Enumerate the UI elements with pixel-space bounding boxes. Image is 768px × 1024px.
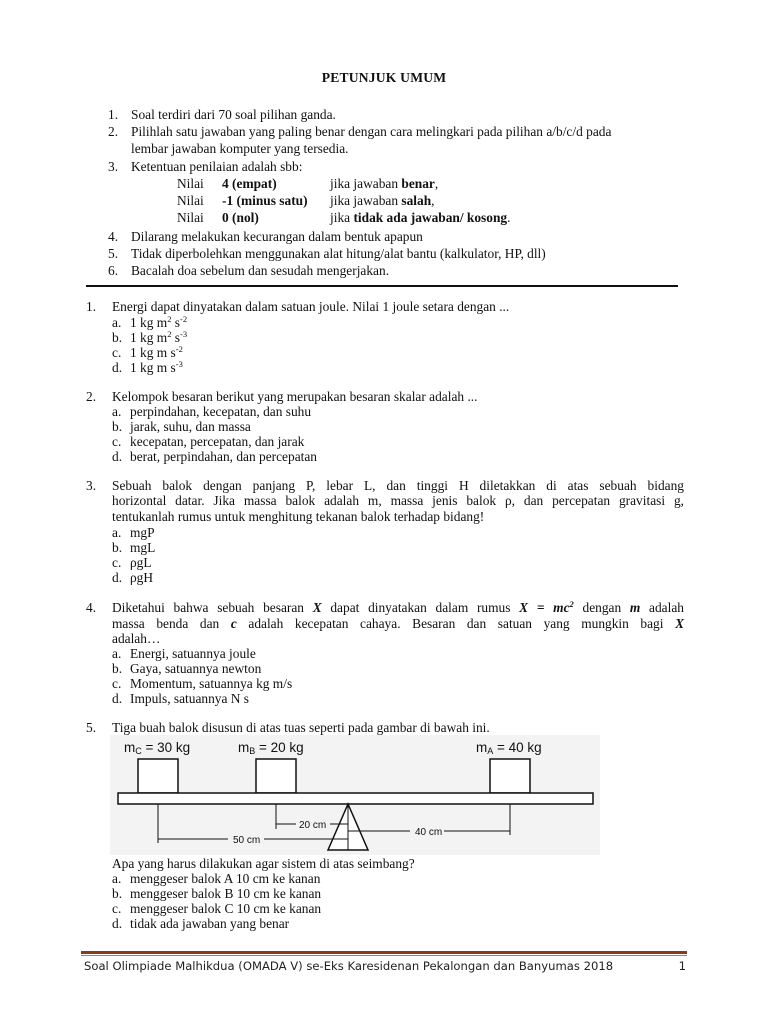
option-letter[interactable]: a.: [112, 646, 122, 661]
option-text[interactable]: jarak, suhu, dan massa: [130, 419, 251, 434]
instruction-text: Pilihlah satu jawaban yang paling benar dengan cara melingkari pada pilihan a/b/c/d pada: [131, 124, 612, 139]
option-letter[interactable]: c.: [112, 555, 122, 570]
option-text[interactable]: 1 kg m $s^{-3}$: [130, 359, 183, 375]
lever-diagram: [110, 735, 600, 855]
lever-beam: [118, 793, 593, 804]
option-letter[interactable]: d.: [112, 360, 123, 375]
option-letter[interactable]: c.: [112, 676, 122, 691]
option-letter[interactable]: c.: [112, 345, 122, 360]
question-number: 5.: [86, 720, 97, 735]
mass-a-label: mA = 40 kg: [476, 740, 542, 756]
option-text[interactable]: perpindahan, kecepatan, dan suhu: [130, 404, 312, 419]
option-text[interactable]: tidak ada jawaban yang benar: [130, 916, 290, 931]
question-text: Energi dapat dinyatakan dalam satuan joule. Nilai 1 joule setara dengan ...: [112, 299, 510, 314]
option-text[interactable]: ρgH: [130, 570, 154, 585]
option-letter[interactable]: a.: [112, 871, 122, 886]
question-text: Diketahui bahwa sebuah besaran X dapat dinyatakan dalam rumus $X = mc^2$ dengan m adalah: [112, 599, 684, 615]
block-a: [490, 759, 530, 793]
question-text: Kelompok besaran berikut yang merupakan besaran skalar adalah ...: [112, 389, 478, 404]
instruction-text: Ketentuan penilaian adalah sbb:: [131, 159, 303, 174]
score-value: -1 (minus satu): [222, 193, 308, 208]
block-b: [256, 759, 296, 793]
option-letter[interactable]: a.: [112, 315, 122, 330]
instruction-text-cont: lembar jawaban komputer yang tersedia.: [131, 141, 349, 156]
dim-40-label: 40 cm: [415, 827, 443, 838]
instruction-text: Dilarang melakukan kecurangan dalam bentuk apapun: [131, 229, 423, 244]
instruction-number: 2.: [108, 124, 119, 139]
page-title: PETUNJUK UMUM: [321, 70, 447, 85]
option-letter[interactable]: d.: [112, 570, 123, 585]
option-text[interactable]: mgL: [130, 540, 156, 555]
dim-20-label: 20 cm: [299, 820, 327, 831]
score-value: 4 (empat): [222, 176, 277, 191]
question-number: 3.: [86, 478, 97, 493]
page-number: 1: [678, 959, 686, 973]
option-letter[interactable]: b.: [112, 540, 123, 555]
option-text[interactable]: kecepatan, percepatan, dan jarak: [130, 434, 305, 449]
option-text[interactable]: Energi, satuannya joule: [130, 646, 256, 661]
instruction-number: 4.: [108, 229, 119, 244]
option-text[interactable]: ρgL: [130, 555, 152, 570]
option-text[interactable]: 1 kg $m^2$ $s^{-2}$: [130, 314, 188, 330]
option-letter[interactable]: d.: [112, 449, 123, 464]
mass-c-label: mC = 30 kg: [124, 740, 191, 756]
instruction-text: Soal terdiri dari 70 soal pilihan ganda.: [131, 107, 336, 122]
option-text[interactable]: menggeser balok A 10 cm ke kanan: [130, 871, 321, 886]
block-c: [138, 759, 178, 793]
option-letter[interactable]: a.: [112, 525, 122, 540]
option-text[interactable]: menggeser balok B 10 cm ke kanan: [130, 886, 322, 901]
option-text[interactable]: mgP: [130, 525, 155, 540]
footer-rule-thick: [81, 951, 687, 954]
option-text[interactable]: Impuls, satuannya N s: [130, 691, 250, 706]
score-label: Nilai: [177, 210, 204, 225]
instruction-number: 3.: [108, 159, 119, 174]
instruction-text: Tidak diperbolehkan menggunakan alat hitung/alat bantu (kalkulator, HP, dll): [131, 246, 546, 261]
option-letter[interactable]: b.: [112, 330, 123, 345]
instruction-text: Bacalah doa sebelum dan sesudah mengerjakan.: [131, 263, 390, 278]
page-footer: [84, 959, 686, 973]
dim-50-label: 50 cm: [233, 835, 261, 846]
question-text-cont: Apa yang harus dilakukan agar sistem di atas seimbang?: [112, 856, 415, 871]
option-letter[interactable]: c.: [112, 901, 122, 916]
option-letter[interactable]: d.: [112, 916, 123, 931]
option-text[interactable]: Momentum, satuannya kg m/s: [130, 676, 293, 691]
option-letter[interactable]: b.: [112, 886, 123, 901]
option-text[interactable]: Gaya, satuannya newton: [130, 661, 262, 676]
question-text-cont: tentukanlah rumus untuk menghitung tekanan balok terhadap bidang!: [112, 509, 485, 524]
option-text[interactable]: berat, perpindahan, dan percepatan: [130, 449, 317, 464]
option-letter[interactable]: c.: [112, 434, 122, 449]
question-number: 1.: [86, 299, 97, 314]
option-letter[interactable]: b.: [112, 661, 123, 676]
footer-rule-thin: [81, 955, 687, 956]
score-condition: jika jawaban benar,: [330, 176, 439, 191]
footer-text: Soal Olimpiade Malhikdua (OMADA V) se-Eks Karesidenan Pekalongan dan Banyumas 2018: [84, 959, 614, 973]
score-condition: jika tidak ada jawaban/ kosong.: [330, 210, 511, 225]
score-label: Nilai: [177, 193, 204, 208]
score-value: 0 (nol): [222, 210, 259, 225]
question-text-cont: horizontal datar. Jika massa balok adalah m, massa jenis balok ρ, dan percepatan gravitasi g,: [112, 493, 684, 508]
option-text[interactable]: menggeser balok C 10 cm ke kanan: [130, 901, 322, 916]
question-text: Sebuah balok dengan panjang P, lebar L, dan tinggi H diletakkan di atas sebuah bidang: [112, 478, 684, 493]
question-number: 2.: [86, 389, 97, 404]
instruction-number: 1.: [108, 107, 119, 122]
option-letter[interactable]: b.: [112, 419, 123, 434]
question-text: Tiga buah balok disusun di atas tuas seperti pada gambar di bawah ini.: [112, 720, 490, 735]
option-letter[interactable]: a.: [112, 404, 122, 419]
option-text[interactable]: 1 kg m $s^{-2}$: [130, 344, 183, 360]
score-label: Nilai: [177, 176, 204, 191]
question-number: 4.: [86, 600, 97, 615]
option-text[interactable]: 1 kg $m^2$ $s^{-3}$: [130, 329, 188, 345]
instruction-number: 5.: [108, 246, 119, 261]
question-text-cont: massa benda dan c adalah kecepatan cahaya. Besaran dan satuan yang mungkin bagi X: [112, 616, 685, 631]
score-condition: jika jawaban salah,: [330, 193, 435, 208]
section-divider: [86, 285, 678, 287]
option-letter[interactable]: d.: [112, 691, 123, 706]
instruction-number: 6.: [108, 263, 119, 278]
mass-b-label: mB = 20 kg: [238, 740, 304, 756]
question-text-cont: adalah…: [112, 631, 161, 646]
